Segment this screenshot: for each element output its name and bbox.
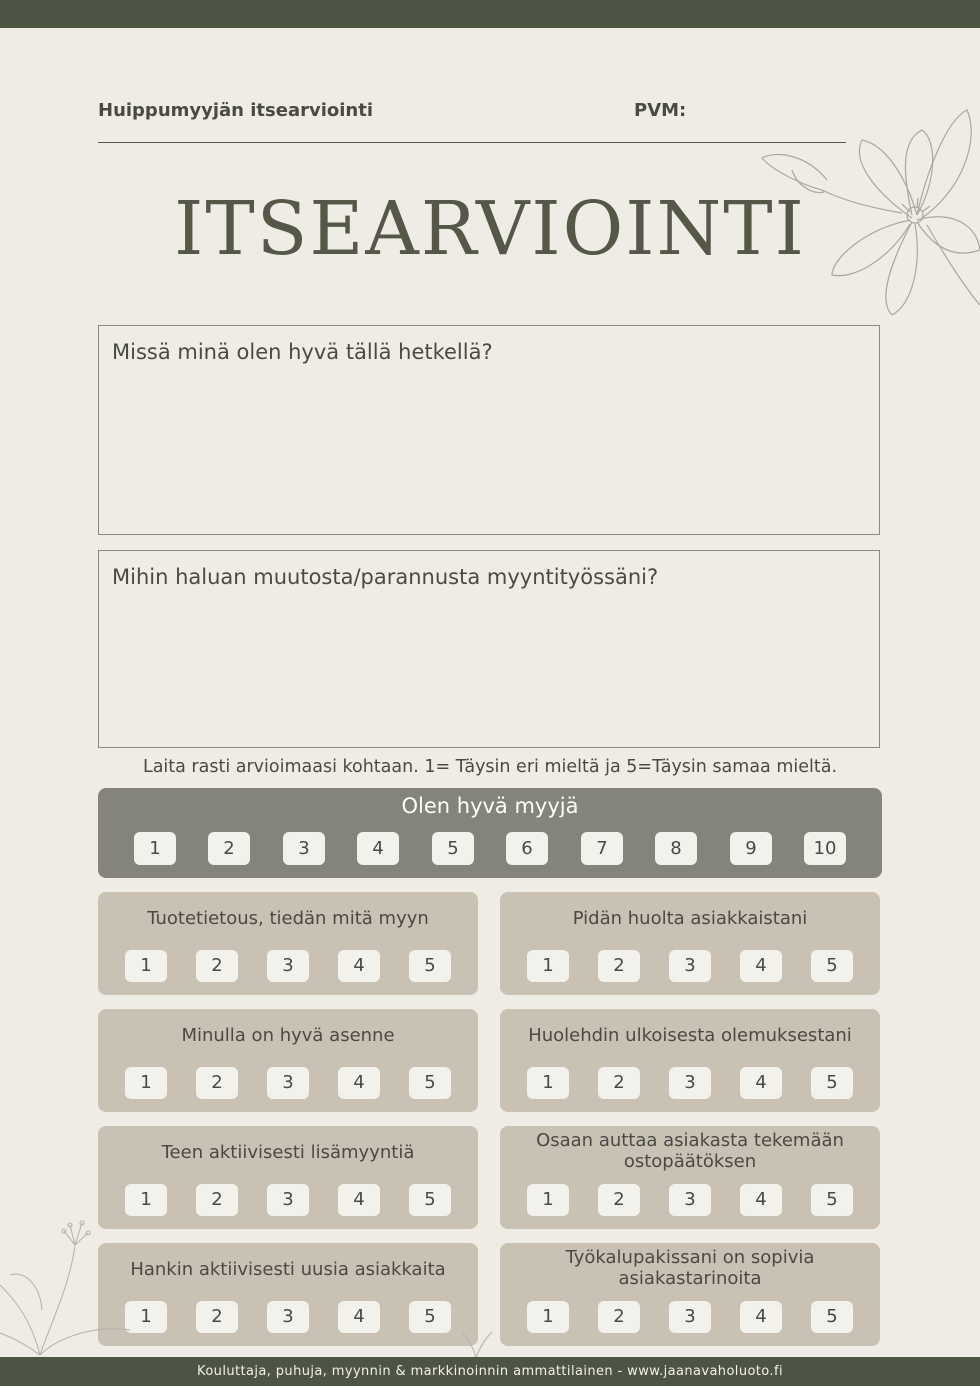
rating-option[interactable]: 8	[655, 832, 697, 865]
rating-option[interactable]: 4	[338, 1067, 380, 1099]
rating-option[interactable]: 1	[125, 1067, 167, 1099]
rating-option[interactable]: 2	[196, 1184, 238, 1216]
rating-option[interactable]: 3	[669, 1067, 711, 1099]
rating-option[interactable]: 3	[283, 832, 325, 865]
rating-option[interactable]: 1	[527, 950, 569, 982]
rating-option[interactable]: 4	[338, 950, 380, 982]
rating-option[interactable]: 2	[598, 1184, 640, 1216]
rating-instruction: Laita rasti arvioimaasi kohtaan. 1= Täysin eri mieltä ja 5=Täysin samaa mieltä.	[142, 757, 838, 777]
question-box-improvements[interactable]	[98, 550, 880, 748]
rating-option[interactable]: 5	[811, 1067, 853, 1099]
rating-option[interactable]: 3	[267, 1067, 309, 1099]
rating-option[interactable]: 3	[669, 1301, 711, 1333]
rating-option[interactable]: 1	[527, 1067, 569, 1099]
footer-bar	[0, 1357, 980, 1386]
rating-option[interactable]: 3	[669, 950, 711, 982]
rating-title: Minulla on hyvä asenne	[181, 1025, 395, 1046]
rating-title: Teen aktiivisesti lisämyyntiä	[161, 1142, 415, 1163]
rating-option[interactable]: 4	[338, 1184, 380, 1216]
rating-panel-new-customers	[98, 1243, 478, 1346]
rating-option[interactable]: 2	[598, 1067, 640, 1099]
rating-option[interactable]: 4	[740, 950, 782, 982]
rating-option[interactable]: 1	[527, 1301, 569, 1333]
footer-text: Kouluttaja, puhuja, myynnin & markkinoinnin ammattilainen - www.jaanavaholuoto.fi	[197, 1364, 783, 1379]
main-title: ITSEARVIOINTI	[174, 186, 806, 272]
main-rating-panel	[98, 788, 882, 878]
rating-title: Huolehdin ulkoisesta olemuksestani	[528, 1025, 852, 1046]
rating-option[interactable]: 2	[598, 950, 640, 982]
top-bar	[0, 0, 980, 28]
rating-option[interactable]: 4	[740, 1301, 782, 1333]
rating-option[interactable]: 5	[811, 1184, 853, 1216]
rating-option[interactable]: 4	[357, 832, 399, 865]
rating-option[interactable]: 2	[196, 950, 238, 982]
rating-panel-product-knowledge	[98, 892, 478, 995]
rating-title: Olen hyvä myyjä	[401, 794, 579, 818]
rating-title: Työkalupakissani on sopivia asiakastarinoita	[565, 1247, 815, 1289]
rating-option[interactable]: 5	[409, 950, 451, 982]
rating-option[interactable]: 1	[134, 832, 176, 865]
rating-option[interactable]: 2	[196, 1301, 238, 1333]
rating-panel-customer-care	[500, 892, 880, 995]
rating-option[interactable]: 6	[506, 832, 548, 865]
lily-illustration-icon	[0, 1215, 140, 1357]
rating-option[interactable]: 5	[409, 1184, 451, 1216]
rating-panel-upselling	[98, 1126, 478, 1229]
rating-option[interactable]: 1	[125, 1301, 167, 1333]
rating-title: Osaan auttaa asiakasta tekemään ostopäätöksen	[536, 1130, 844, 1172]
rating-panel-purchase-decision	[500, 1126, 880, 1229]
rating-option[interactable]: 3	[267, 1184, 309, 1216]
question-label: Mihin haluan muutosta/parannusta myyntityössäni?	[112, 565, 659, 589]
rating-option[interactable]: 5	[409, 1067, 451, 1099]
document-title: Huippumyyjän itsearviointi	[98, 100, 374, 121]
rating-option[interactable]: 4	[740, 1067, 782, 1099]
rating-title: Tuotetietous, tiedän mitä myyn	[147, 908, 429, 929]
date-label: PVM:	[634, 100, 687, 121]
rating-option[interactable]: 1	[125, 950, 167, 982]
sprig-illustration-icon	[448, 1330, 504, 1358]
rating-title: Pidän huolta asiakkaistani	[572, 908, 808, 929]
rating-panel-customer-stories	[500, 1243, 880, 1346]
rating-option[interactable]: 3	[267, 950, 309, 982]
rating-option[interactable]: 4	[338, 1301, 380, 1333]
rating-option[interactable]: 1	[125, 1184, 167, 1216]
rating-option[interactable]: 7	[581, 832, 623, 865]
rating-option[interactable]: 10	[804, 832, 846, 865]
rating-title: Hankin aktiivisesti uusia asiakkaita	[130, 1259, 446, 1280]
rating-option[interactable]: 5	[432, 832, 474, 865]
rating-option[interactable]: 1	[527, 1184, 569, 1216]
question-box-strengths[interactable]	[98, 325, 880, 535]
question-label: Missä minä olen hyvä tällä hetkellä?	[112, 340, 493, 364]
rating-option[interactable]: 5	[811, 950, 853, 982]
rating-option[interactable]: 4	[740, 1184, 782, 1216]
rating-option[interactable]: 5	[409, 1301, 451, 1333]
rating-panel-appearance	[500, 1009, 880, 1112]
rating-option[interactable]: 2	[196, 1067, 238, 1099]
rating-option[interactable]: 3	[669, 1184, 711, 1216]
rating-option[interactable]: 3	[267, 1301, 309, 1333]
header-divider	[98, 142, 846, 143]
rating-option[interactable]: 2	[598, 1301, 640, 1333]
rating-panel-attitude	[98, 1009, 478, 1112]
rating-option[interactable]: 2	[208, 832, 250, 865]
rating-option[interactable]: 9	[730, 832, 772, 865]
rating-option[interactable]: 5	[811, 1301, 853, 1333]
